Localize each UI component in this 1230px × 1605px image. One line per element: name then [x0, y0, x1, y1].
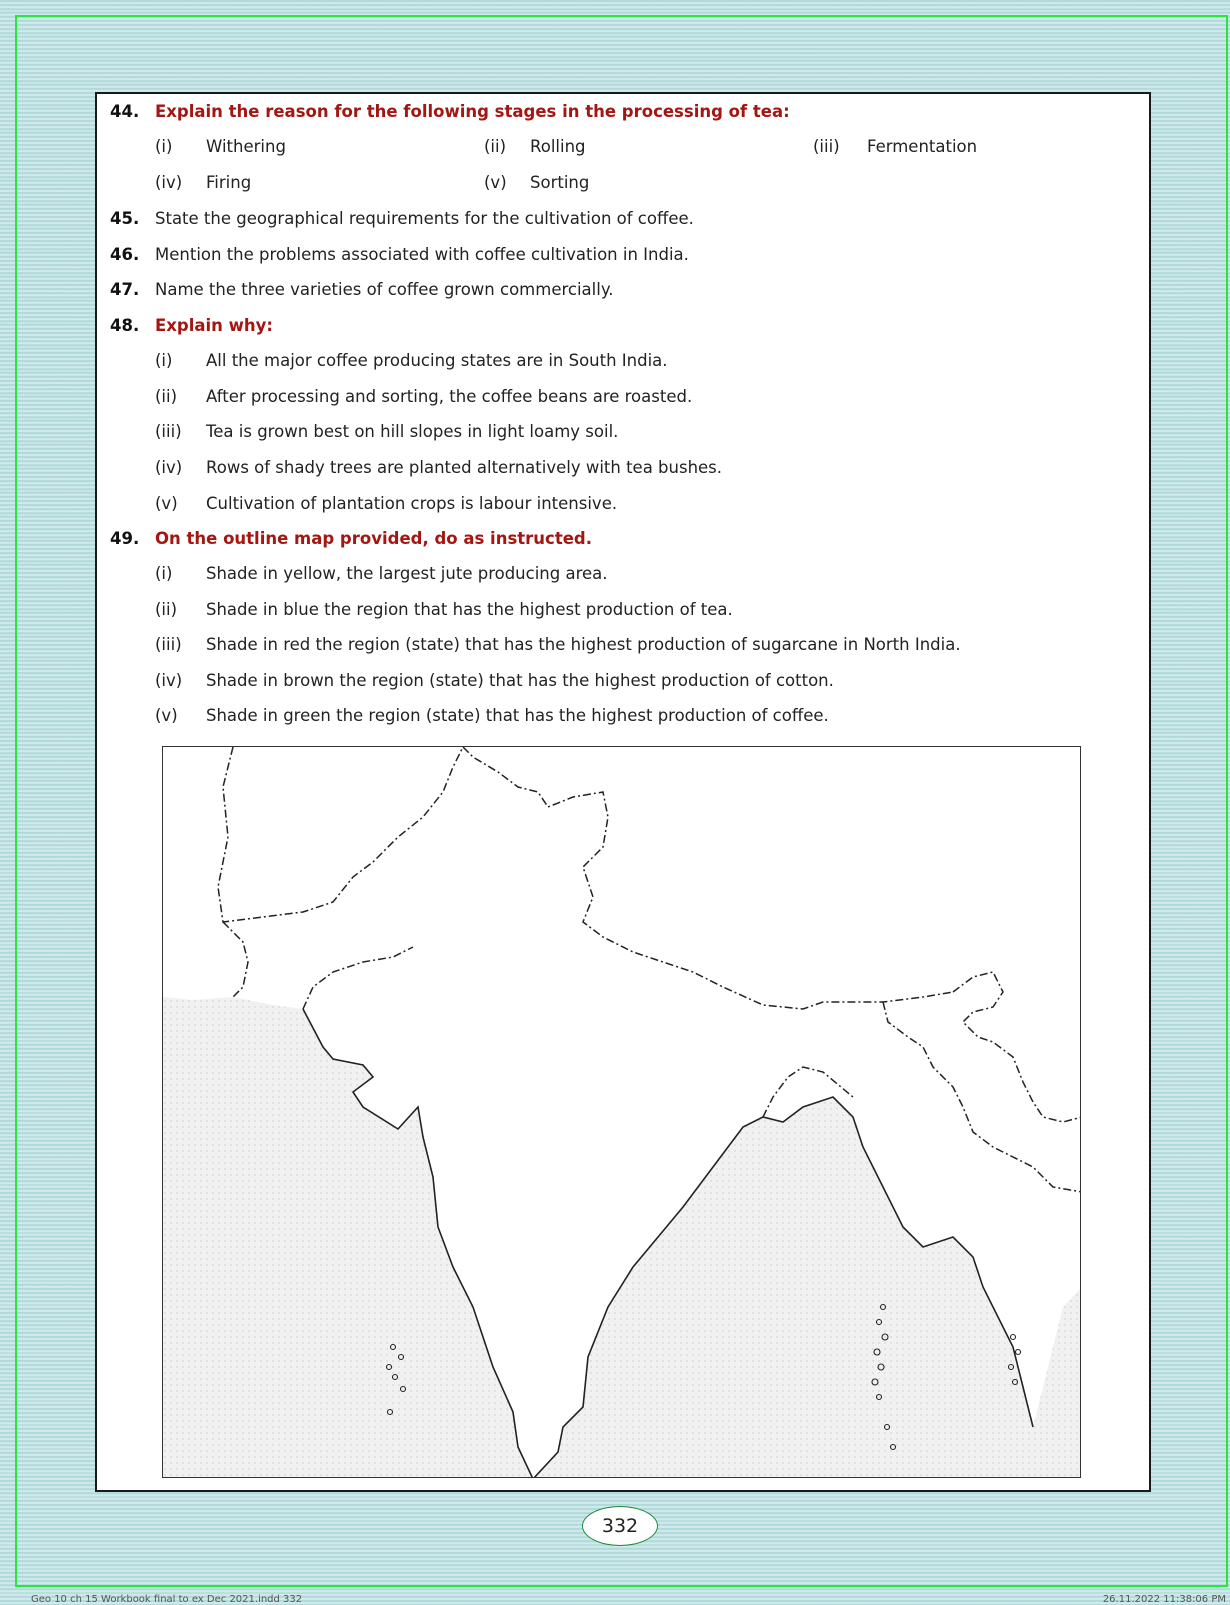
india-outline-map [162, 746, 1081, 1478]
item-number: (iii) [155, 635, 182, 654]
item-text: Fermentation [867, 137, 978, 156]
item-text: Shade in blue the region that has the highest production of tea. [206, 600, 733, 619]
item-number: (iv) [155, 458, 183, 477]
item-text: All the major coffee producing states are in South India. [206, 351, 668, 370]
question-number: 48. [110, 316, 140, 335]
item-text: Shade in red the region (state) that has the highest production of sugarcane in North India. [206, 635, 961, 654]
print-footer-right: 26.11.2022 11:38:06 PM [1102, 1594, 1226, 1605]
item-text: Shade in brown the region (state) that has the highest production of cotton. [206, 671, 834, 690]
item-number: (ii) [484, 137, 507, 156]
item-number: (iii) [155, 422, 182, 441]
question-text: State the geographical requirements for the cultivation of coffee. [155, 209, 694, 228]
question-46 [110, 245, 689, 264]
question-text: Explain the reason for the following stages in the processing of tea: [155, 102, 790, 121]
question-45 [110, 209, 694, 228]
question-text: Mention the problems associated with coffee cultivation in India. [155, 245, 689, 264]
item-text: After processing and sorting, the coffee beans are roasted. [206, 387, 693, 406]
question-number: 49. [110, 529, 140, 548]
question-48 [110, 316, 273, 335]
question-49 [110, 529, 592, 548]
item-text: Withering [206, 137, 286, 156]
item-text: Rolling [530, 137, 586, 156]
item-number: (v) [484, 173, 507, 192]
item-number: (iv) [155, 671, 183, 690]
question-text: Name the three varieties of coffee grown commercially. [155, 280, 614, 299]
item-number: (iv) [155, 173, 183, 192]
item-text: Cultivation of plantation crops is labour intensive. [206, 494, 618, 513]
print-footer-left: Geo 10 ch 15 Workbook final to ex Dec 2021.indd 332 [31, 1594, 303, 1605]
question-number: 44. [110, 102, 140, 121]
india-outline-map-icon [163, 747, 1081, 1478]
item-number: (i) [155, 564, 173, 583]
question-47 [110, 280, 613, 299]
bay-of-bengal [533, 1097, 1033, 1478]
item-number: (v) [155, 494, 178, 513]
item-number: (i) [155, 351, 173, 370]
question-text: On the outline map provided, do as instructed. [155, 529, 592, 548]
worksheet-page [95, 92, 1151, 1492]
item-text: Sorting [530, 173, 590, 192]
question-number: 47. [110, 280, 140, 299]
question-number: 45. [110, 209, 140, 228]
item-number: (ii) [155, 387, 178, 406]
item-text: Rows of shady trees are planted alternatively with tea bushes. [206, 458, 723, 477]
item-text: Firing [206, 173, 252, 192]
item-number: (i) [155, 137, 173, 156]
item-number: (ii) [155, 600, 178, 619]
andaman-sea [1033, 1287, 1081, 1478]
arabian-sea [163, 997, 533, 1478]
item-text: Shade in green the region (state) that has the highest production of coffee. [206, 706, 829, 725]
item-text: Shade in yellow, the largest jute producing area. [206, 564, 608, 583]
question-text: Explain why: [155, 316, 274, 335]
question-44 [110, 102, 790, 121]
item-number: (iii) [813, 137, 840, 156]
question-number: 46. [110, 245, 140, 264]
item-text: Tea is grown best on hill slopes in light loamy soil. [206, 422, 619, 441]
item-number: (v) [155, 706, 178, 725]
page-number: 332 [582, 1506, 658, 1546]
